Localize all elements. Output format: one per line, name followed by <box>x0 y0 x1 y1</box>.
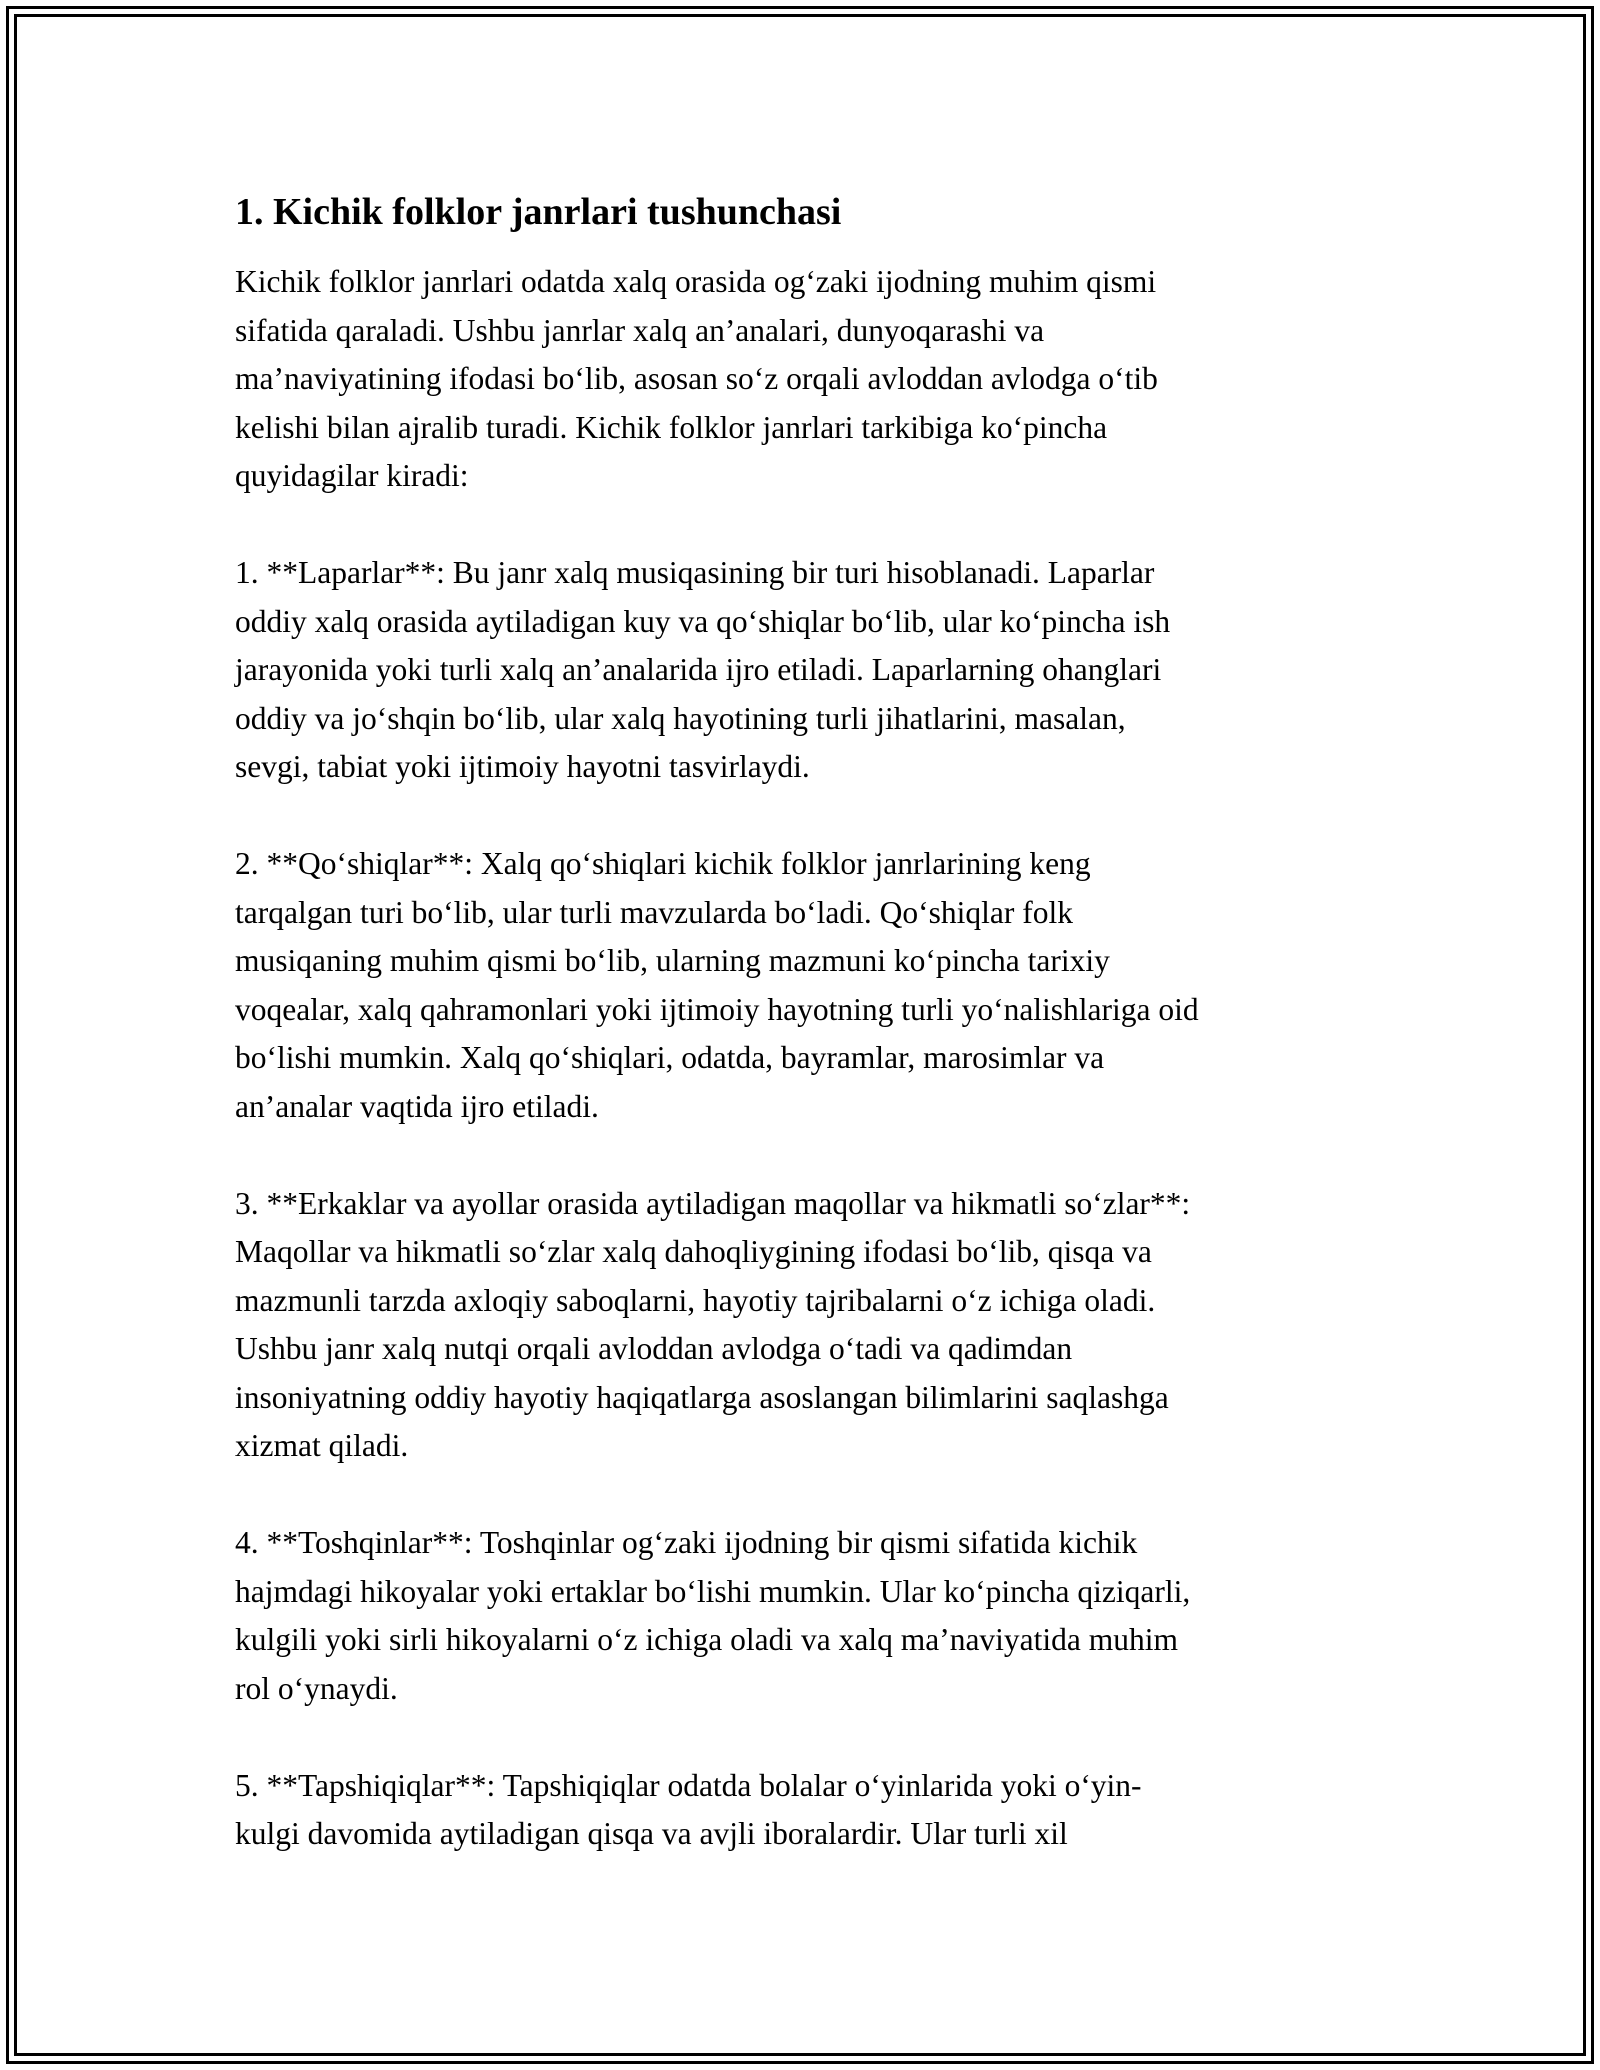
text-line: hajmdagi hikoyalar yoki ertaklar bo‘lishi mumkin. Ular ko‘pincha qiziqarli, <box>235 1573 1191 1609</box>
text-line: sevgi, tabiat yoki ijtimoiy hayotni tasvirlaydi. <box>235 749 810 784</box>
text-line: ma’naviyatining ifodasi bo‘lib, asosan so‘z orqali avloddan avlodga o‘tib <box>235 361 1158 396</box>
text-line: sifatida qaraladi. Ushbu janrlar xalq an’analari, dunyoqarashi va <box>235 312 1045 348</box>
text-line: Kichik folklor janrlari odatda xalq orasida og‘zaki ijodning muhim qismi <box>235 264 1157 299</box>
list-item-maqollar <box>235 1180 1375 1471</box>
text-line: xizmat qiladi. <box>235 1428 409 1463</box>
text-line: 2. **Qo‘shiqlar**: Xalq qo‘shiqlari kichik folklor janrlarining keng <box>235 846 1091 881</box>
text-line: insoniyatning oddiy hayotiy haqiqatlarga asoslangan bilimlarini saqlashga <box>235 1379 1169 1415</box>
text-line: musiqaning muhim qismi bo‘lib, ularning mazmuni ko‘pincha tarixiy <box>235 943 1110 978</box>
list-item-qoshiqlar <box>235 840 1375 1131</box>
list-item-toshqinlar <box>235 1519 1375 1713</box>
text-line: mazmunli tarzda axloqiy saboqlarni, hayotiy tajribalarni o‘z ichiga oladi. <box>235 1282 1156 1318</box>
text-line: 4. **Toshqinlar**: Toshqinlar og‘zaki ijodning bir qismi sifatida kichik <box>235 1525 1138 1560</box>
text-line: kulgi davomida aytiladigan qisqa va avjli iboralardir. Ular turli xil <box>235 1816 1068 1851</box>
text-line: kelishi bilan ajralib turadi. Kichik folklor janrlari tarkibiga ko‘pincha <box>235 409 1108 445</box>
text-line: Ushbu janr xalq nutqi orqali avloddan avlodga o‘tadi va qadimdan <box>235 1331 1073 1366</box>
text-line: oddiy va jo‘shqin bo‘lib, ular xalq hayotining turli jihatlarini, masalan, <box>235 700 1126 736</box>
text-line: 1. **Laparlar**: Bu janr xalq musiqasining bir turi hisoblanadi. Laparlar <box>235 555 1155 590</box>
text-line: quyidagilar kiradi: <box>235 458 469 493</box>
document-body <box>235 188 1375 1907</box>
text-line: jarayonida yoki turli xalq an’analarida ijro etiladi. Laparlarning ohanglari <box>235 652 1162 687</box>
text-line: kulgili yoki sirli hikoyalarni o‘z ichiga oladi va xalq ma’naviyatida muhim <box>235 1622 1179 1657</box>
section-heading: 1. Kichik folklor janrlari tushunchasi <box>235 191 842 233</box>
list-item-tapshiqiqlar <box>235 1762 1375 1859</box>
text-line: Maqollar va hikmatli so‘zlar xalq dahoqliygining ifodasi bo‘lib, qisqa va <box>235 1234 1152 1269</box>
text-line: 5. **Tapshiqiqlar**: Tapshiqiqlar odatda bolalar o‘yinlarida yoki o‘yin- <box>235 1767 1142 1803</box>
text-line: oddiy xalq orasida aytiladigan kuy va qo‘shiqlar bo‘lib, ular ko‘pincha ish <box>235 603 1171 639</box>
intro-paragraph <box>235 258 1375 501</box>
text-line: rol o‘ynaydi. <box>235 1670 398 1706</box>
list-item-laparlar <box>235 549 1375 792</box>
text-line: bo‘lishi mumkin. Xalq qo‘shiqlari, odatda, bayramlar, marosimlar va <box>235 1040 1105 1075</box>
text-line: voqealar, xalq qahramonlari yoki ijtimoiy hayotning turli yo‘nalishlariga oid <box>235 991 1199 1027</box>
text-line: tarqalgan turi bo‘lib, ular turli mavzularda bo‘ladi. Qo‘shiqlar folk <box>235 894 1073 930</box>
text-line: 3. **Erkaklar va ayollar orasida aytiladigan maqollar va hikmatli so‘zlar**: <box>235 1185 1191 1221</box>
text-line: an’analar vaqtida ijro etiladi. <box>235 1088 599 1124</box>
